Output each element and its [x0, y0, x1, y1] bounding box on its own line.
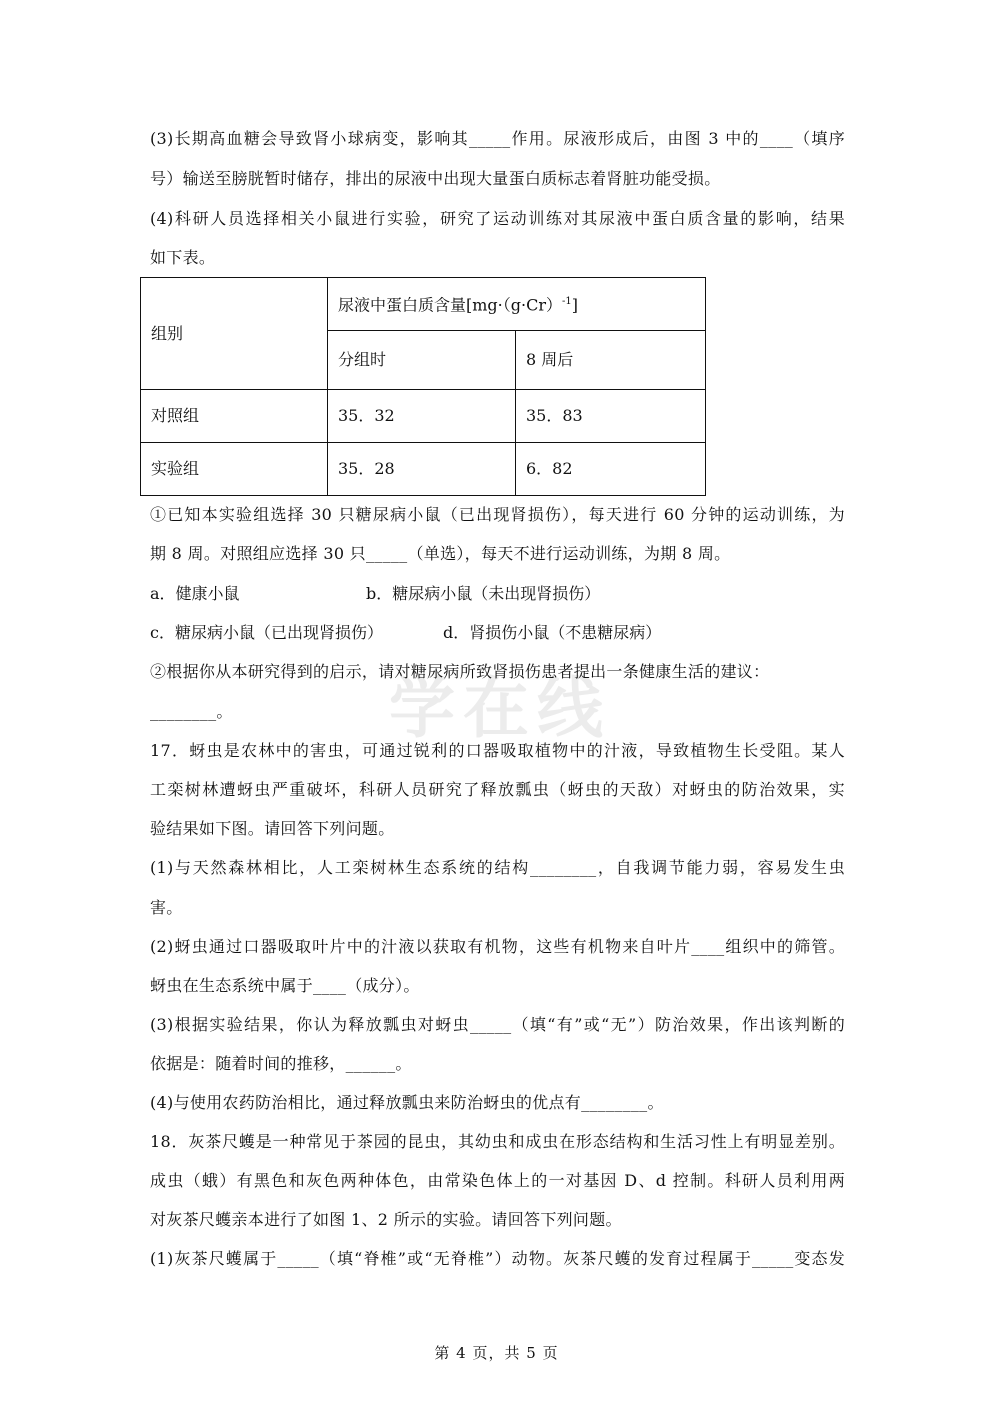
page-footer: 第 4 页，共 5 页	[434, 1344, 559, 1362]
protein-table	[140, 277, 706, 496]
q17-part4-line1: (4)与使用农药防治相比，通过释放瓢虫来防治蚜虫的优点有________。	[150, 1093, 664, 1112]
option-a: a．健康小鼠	[150, 584, 240, 603]
watermark: 学在线	[389, 670, 611, 747]
row-group: 对照组	[141, 390, 328, 443]
q17-part3-line2: 依据是：随着时间的推移，______。	[150, 1054, 412, 1073]
value-header: 尿液中蛋白质含量$[mg\cdot(g\cdot Cr)^{-1}]$	[328, 278, 706, 331]
row-start-value: 35．28	[328, 443, 516, 496]
q17-intro-line3: 验结果如下图。请回答下列问题。	[150, 819, 395, 838]
q16-sub1-line2: 期 8 周。对照组应选择 30 只_____（单选），每天不进行运动训练，为期 8 周。	[150, 544, 731, 563]
table-row	[141, 443, 706, 496]
option-d: d．肾损伤小鼠（不患糖尿病）	[443, 623, 662, 642]
option-c: c．糖尿病小鼠（已出现肾损伤）	[150, 623, 383, 642]
q16-part4-line1: (4)科研人员选择相关小鼠进行实验，研究了运动训练对其尿液中蛋白质含量的影响，结果	[150, 209, 845, 228]
q17-part1-line1: (1)与天然森林相比，人工栾树林生态系统的结构________，自我调节能力弱，容易发生虫	[150, 858, 845, 877]
q18-intro-line3: 对灰茶尺蠖亲本进行了如图 1、2 所示的实验。请回答下列问题。	[150, 1210, 622, 1229]
q18-intro-line1: 18．灰茶尺蠖是一种常见于茶园的昆虫，其幼虫和成虫在形态结构和生活习性上有明显差别。	[150, 1132, 845, 1151]
group-header: 组别	[141, 278, 328, 390]
q16-sub2-line2: ________。	[150, 702, 233, 721]
row-start-value: 35．32	[328, 390, 516, 443]
q16-part4-line2: 如下表。	[150, 248, 216, 267]
row-group: 实验组	[141, 443, 328, 496]
q16-part3-line1: (3)长期高血糖会导致肾小球病变，影响其_____作用。尿液形成后，由图 3 中的____（填序	[150, 129, 845, 148]
q17-part3-line1: (3)根据实验结果，你认为释放瓢虫对蚜虫_____（填“有”或“无”）防治效果，作出该判断的	[150, 1015, 845, 1034]
option-b: b．糖尿病小鼠（未出现肾损伤）	[366, 584, 601, 603]
q17-intro-line1: 17．蚜虫是农林中的害虫，可通过锐利的口器吸取植物中的汁液，导致植物生长受阻。某人	[150, 741, 845, 760]
q16-part3-line2: 号）输送至膀胱暂时储存，排出的尿液中出现大量蛋白质标志着肾脏功能受损。	[150, 169, 721, 188]
q16-sub2-line1: ②根据你从本研究得到的启示，请对糖尿病所致肾损伤患者提出一条健康生活的建议：	[150, 662, 770, 681]
q18-part1-line1: (1)灰茶尺蠖属于_____（填“脊椎”或“无脊椎”）动物。灰茶尺蠖的发育过程属于_____变态发	[150, 1249, 845, 1268]
q16-sub1-line1: ①已知本实验组选择 30 只糖尿病小鼠（已出现肾损伤），每天进行 60 分钟的运动训练，为	[150, 505, 845, 524]
table-row	[141, 390, 706, 443]
q18-intro-line2: 成虫（蛾）有黑色和灰色两种体色，由常染色体上的一对基因 D、d 控制。科研人员利用两	[150, 1171, 845, 1190]
row-after-value: 6．82	[516, 443, 706, 496]
q17-intro-line2: 工栾树林遭蚜虫严重破坏，科研人员研究了释放瓢虫（蚜虫的天敌）对蚜虫的防治效果，实	[150, 780, 845, 799]
q17-part2-line1: (2)蚜虫通过口器吸取叶片中的汁液以获取有机物，这些有机物来自叶片____组织中的筛管。	[150, 937, 845, 956]
col-start-header: 分组时	[328, 331, 516, 390]
row-after-value: 35．83	[516, 390, 706, 443]
q17-part2-line2: 蚜虫在生态系统中属于____（成分）。	[150, 976, 420, 995]
col-after-header: 8 周后	[516, 331, 706, 390]
q17-part1-line2: 害。	[150, 898, 183, 917]
